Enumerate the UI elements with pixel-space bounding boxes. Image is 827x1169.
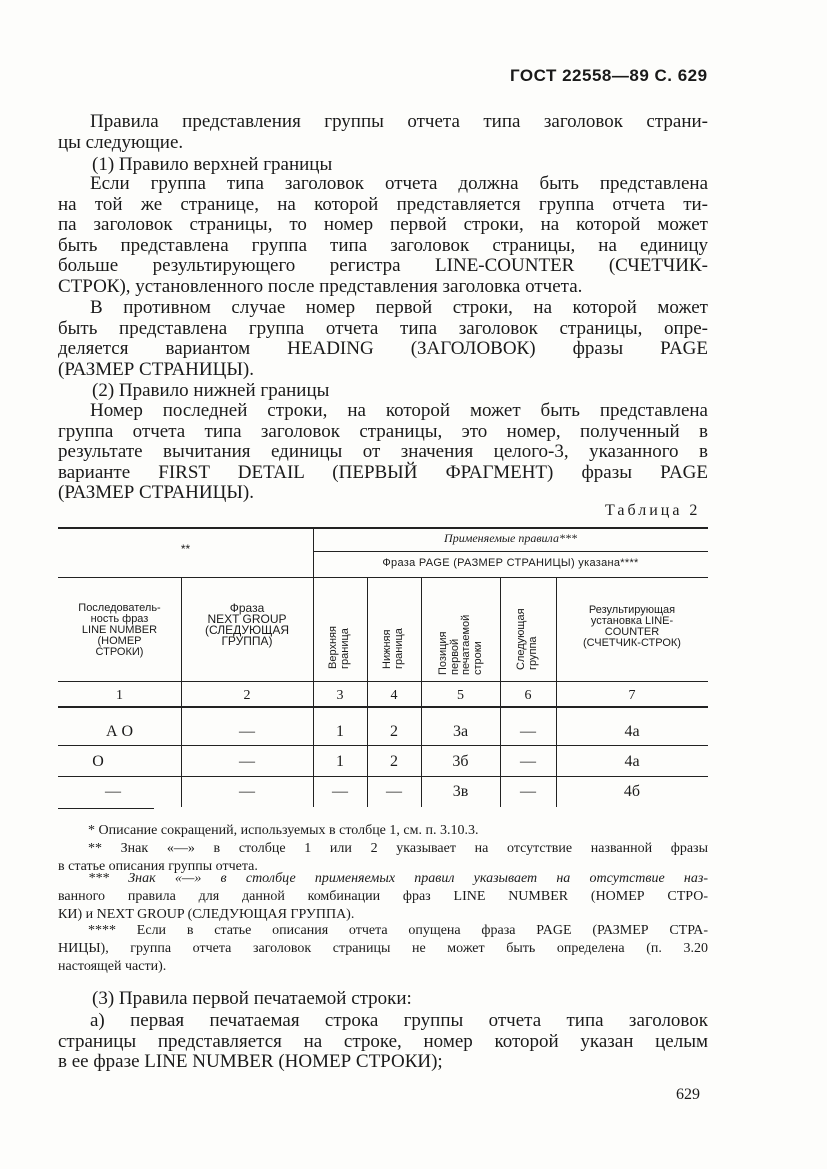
table-rule xyxy=(58,745,708,746)
cell: 3а xyxy=(452,723,469,740)
table-rule xyxy=(58,577,708,578)
col3-header: Верхняя граница xyxy=(327,626,351,669)
text-line: в ее фразе LINE NUMBER (НОМЕР СТРОКИ); xyxy=(58,1051,443,1072)
text-line: в статье описания группы отчета. xyxy=(58,859,258,874)
cell: 4а xyxy=(624,723,640,740)
cell: — xyxy=(520,753,536,770)
cell: 4б xyxy=(623,783,641,800)
text-line: Если группа типа заголовок отчета должна быть представлена xyxy=(90,173,708,194)
cell: 1 xyxy=(336,753,344,770)
text-line: быть представлена группа отчета типа заголовок страницы, опре- xyxy=(58,317,708,339)
cell: — xyxy=(520,723,536,740)
table-rule xyxy=(58,776,708,777)
col-number: 6 xyxy=(524,688,532,703)
rule3-title: (3) Правила первой печатаемой строки: xyxy=(92,988,412,1009)
footnote-4 xyxy=(58,922,708,976)
text-line: быть представлена группа типа заголовок страницы, на единицу xyxy=(58,234,708,256)
text-line: варианте FIRST DETAIL (ПЕРВЫЙ ФРАГМЕНТ) фразы PAGE xyxy=(58,461,708,483)
table-top-rule xyxy=(58,527,708,529)
footnote-1 xyxy=(58,822,708,840)
text-line: на той же странице, на которой представляется группа отчета ти- xyxy=(58,193,708,215)
rule2-paragraph xyxy=(58,401,708,504)
rule3-paragraph xyxy=(58,1011,708,1073)
col6-header: Следующая группа xyxy=(515,608,539,670)
text-line: настоящей части). xyxy=(58,959,167,974)
text-line: группа отчета типа заголовок страницы, это номер, полученный в xyxy=(58,420,708,442)
text-line: Номер последней строки, на которой может быть представлена xyxy=(90,400,708,421)
text-line: *** Знак «—» в столбце применяемых правил указывает на отсутствие наз- xyxy=(88,871,708,886)
text-line: Правила представления группы отчета типа заголовок страни- xyxy=(90,111,708,132)
table-rule xyxy=(58,681,708,682)
running-header: ГОСТ 22558—89 С. 629 xyxy=(510,66,708,85)
text-line: деляется вариантом HEADING (ЗАГОЛОВОК) фразы PAGE xyxy=(58,338,708,359)
table-rule xyxy=(313,551,708,552)
text-line: ванного правила для данной комбинации фраз LINE NUMBER (НОМЕР СТРО- xyxy=(58,889,708,904)
text-line: ** Знак «—» в столбце 1 или 2 указывает на отсутствие названной фразы xyxy=(88,841,708,856)
text-line: (РАЗМЕР СТРАНИЦЫ). xyxy=(58,358,254,380)
cell: 3в xyxy=(452,783,469,800)
cell: 3б xyxy=(452,753,469,770)
col7-header: Результирующая установка LINE- COUNTER (СЧЕТЧИК-СТРОК) xyxy=(583,604,681,649)
intro-paragraph xyxy=(58,112,708,153)
text-line: КИ) и NEXT GROUP (СЛЕДУЮЩАЯ ГРУППА). xyxy=(58,907,355,922)
text-line: па заголовок страницы, то номер первой строки, на которой может xyxy=(58,214,708,235)
text-line: страницы представляется на строке, номер которой указан целым xyxy=(58,1030,708,1052)
text-line: **** Если в статье описания отчета опущена фраза PAGE (РАЗМЕР СТРА- xyxy=(88,923,708,938)
page-phrase-header: Фраза PAGE (РАЗМЕР СТРАНИЦЫ) указана**** xyxy=(382,557,639,569)
cell: — xyxy=(386,783,402,800)
col-number: 1 xyxy=(116,688,123,703)
cell: А О xyxy=(105,723,134,740)
rule2-title: (2) Правило нижней границы xyxy=(92,380,330,401)
cell: 1 xyxy=(336,723,344,740)
footnote-3 xyxy=(58,870,708,924)
table-title: Таблица 2 xyxy=(605,502,701,519)
rule1-title: (1) Правило верхней границы xyxy=(92,154,333,175)
table-corner-mark: ** xyxy=(180,542,191,556)
cell: — xyxy=(520,783,536,800)
cell: 4а xyxy=(624,753,640,770)
rule1-paragraph-2 xyxy=(58,298,708,380)
col4-header: Нижняя граница xyxy=(381,628,405,669)
text-line: (РАЗМЕР СТРАНИЦЫ). xyxy=(58,482,254,503)
col-number: 4 xyxy=(390,688,398,703)
cell: — xyxy=(332,783,348,800)
text-line: а) первая печатаемая строка группы отчета типа заголовок xyxy=(90,1010,708,1031)
footnote-rule xyxy=(58,808,154,809)
col-number: 7 xyxy=(628,688,636,703)
text-line: СТРОК), установленного после представления заголовка отчета. xyxy=(58,275,583,297)
col-number: 5 xyxy=(457,688,464,703)
cell: — xyxy=(239,753,255,770)
cell: О xyxy=(92,753,104,770)
page-number: 629 xyxy=(676,1086,700,1103)
text-line: НИЦЫ), группа отчета заголовок страницы не может быть определена (п. 3.20 xyxy=(58,941,708,956)
cell: — xyxy=(105,783,121,800)
text-line: больше результирующего регистра LINE-COUNTER (СЧЕТЧИК- xyxy=(58,255,708,276)
text-line: * Описание сокращений, используемых в столбце 1, см. п. 3.10.3. xyxy=(88,823,479,838)
table-rule xyxy=(58,706,708,708)
text-line: результате вычитания единицы от значения целого-3, указанного в xyxy=(58,441,708,462)
col5-header: Позиция первой печатаемой строки xyxy=(437,614,484,675)
cell: — xyxy=(239,783,255,800)
rule1-paragraph-1 xyxy=(58,174,708,297)
cell: — xyxy=(239,723,255,740)
col-number: 3 xyxy=(336,688,344,703)
col2-header: Фраза NEXT GROUP (СЛЕДУЮЩАЯ ГРУППА) xyxy=(204,601,290,648)
col1-header: Последователь- ность фраз LINE NUMBER (НОМЕР СТРОКИ) xyxy=(78,602,161,658)
text-line: В противном случае номер первой строки, на которой может xyxy=(90,297,708,318)
text-line: цы следующие. xyxy=(58,131,184,153)
col-number: 2 xyxy=(243,688,251,703)
applied-rules-header: Применяемые правила*** xyxy=(444,531,577,545)
cell: 2 xyxy=(390,753,398,770)
cell: 2 xyxy=(390,723,398,740)
